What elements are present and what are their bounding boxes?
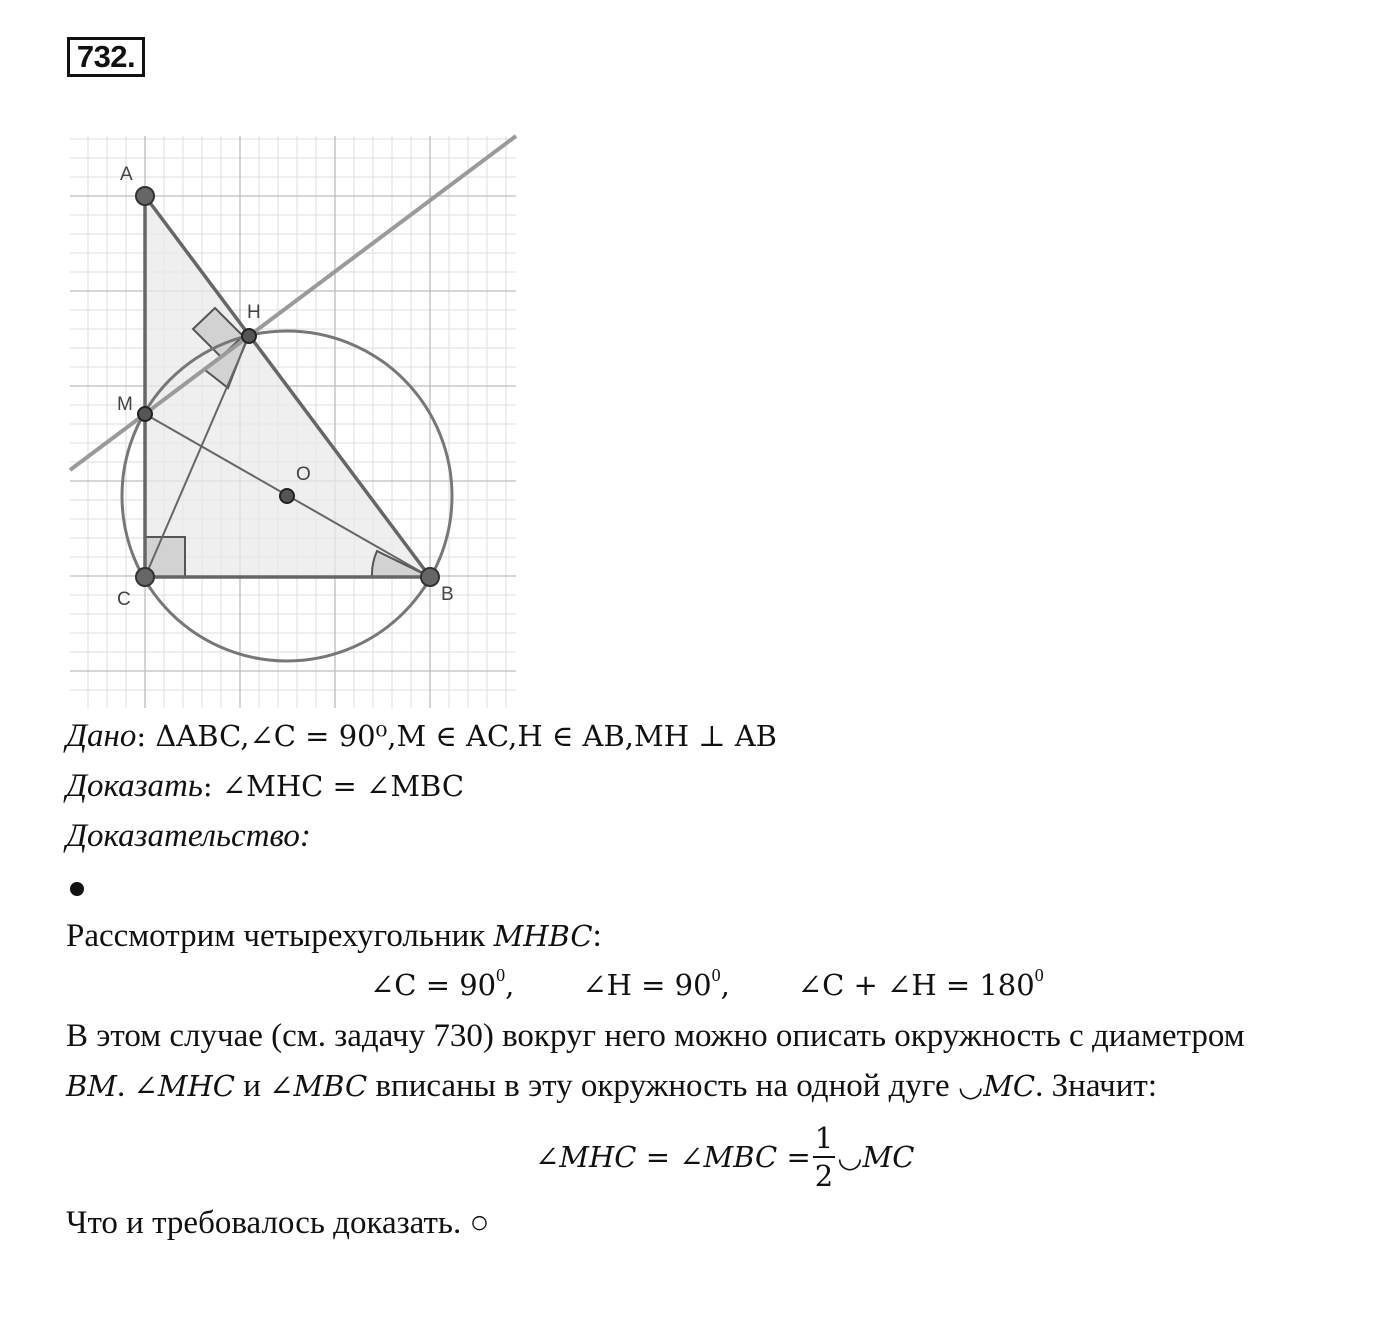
para2-end: . Значит: <box>1035 1068 1157 1104</box>
angle-c-eq: ∠C = 90 <box>370 968 497 1002</box>
angles-line <box>370 965 1044 1002</box>
paragraph-2 <box>66 1068 1157 1105</box>
prove-text: : ∠MHC = ∠MBC <box>202 769 465 803</box>
label-h: H <box>247 302 261 323</box>
point-o <box>280 489 294 503</box>
para2-dot: . <box>117 1068 126 1104</box>
angle-sum-eq: ∠C + ∠H = 180 <box>797 968 1035 1002</box>
label-m: M <box>117 394 133 415</box>
point-m <box>138 407 152 421</box>
consider-colon: : <box>592 918 602 954</box>
angle-mhc: ∠MHC <box>133 1069 235 1103</box>
point-b <box>421 568 439 586</box>
label-o: O <box>296 464 311 485</box>
angle-h-eq: ∠H = 90 <box>582 968 712 1002</box>
consider-line <box>66 918 602 955</box>
paragraph-1: В этом случае (см. задачу 730) вокруг него можно описать окружность с диаметром <box>66 1018 1245 1054</box>
angle-c-tail: , <box>505 968 515 1002</box>
angle-h-tail: , <box>720 968 730 1002</box>
point-c <box>136 568 154 586</box>
para2-text: вписаны в эту окружность на одной дуге <box>375 1068 950 1104</box>
point-h <box>242 329 256 343</box>
final-equation <box>535 1120 914 1194</box>
quad-name: MHBC <box>493 919 593 953</box>
fraction-denominator: 2 <box>814 1159 834 1193</box>
final-left: ∠MHC = ∠MBC = <box>535 1140 811 1174</box>
angle-mbc: ∠MBC <box>269 1069 368 1103</box>
label-a: A <box>120 164 133 185</box>
point-a <box>136 187 154 205</box>
label-c: C <box>117 589 131 610</box>
angle-h-sup: 0 <box>711 965 721 985</box>
prove-line <box>66 768 464 805</box>
given-line <box>66 718 777 755</box>
consider-text: Рассмотрим четырехугольник <box>66 918 486 954</box>
para2-and: и <box>243 1068 261 1104</box>
given-text: : ΔABC,∠C = 90⁰,M ∈ AC,H ∈ AB,MH ⊥ AB <box>136 719 777 753</box>
label-b: B <box>441 584 454 605</box>
prove-label: Доказать <box>66 768 203 804</box>
problem-number: 732. <box>67 37 145 77</box>
final-arc: ◡MC <box>837 1140 915 1174</box>
bullet-point <box>70 882 84 896</box>
fraction-numerator: 1 <box>813 1120 835 1158</box>
conclusion: Что и требовалось доказать. ○ <box>66 1205 490 1241</box>
given-label: Дано <box>66 718 137 754</box>
fraction-half <box>813 1120 835 1194</box>
proof-label: Доказательство: <box>66 818 311 854</box>
arc-mc: ◡MC <box>957 1069 1036 1103</box>
diameter-bm: BM <box>66 1069 118 1103</box>
angle-sum-sup: 0 <box>1034 965 1044 985</box>
angle-c-sup: 0 <box>496 965 506 985</box>
